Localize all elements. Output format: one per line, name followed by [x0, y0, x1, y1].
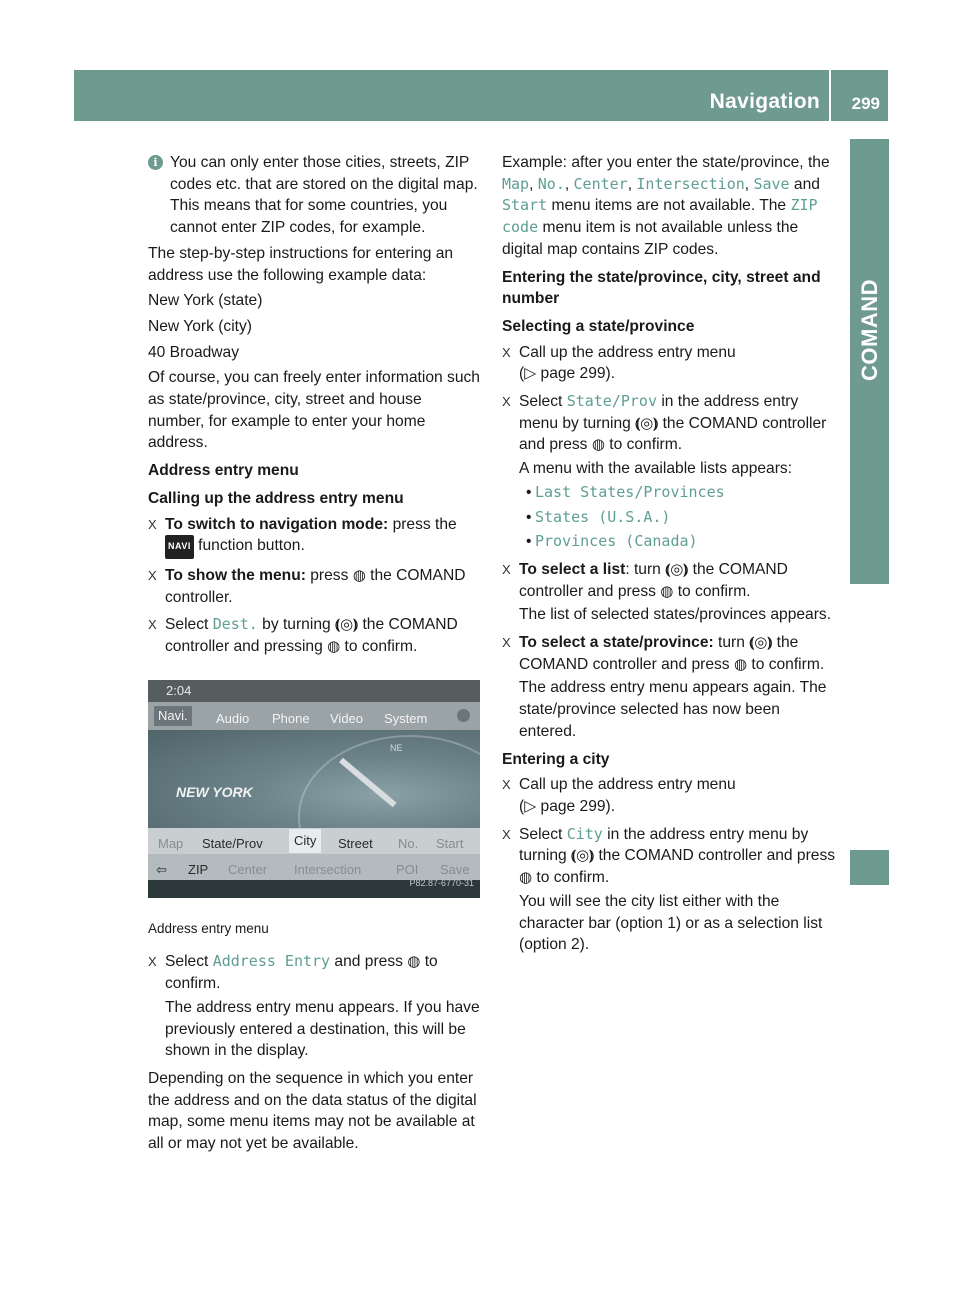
bullet-icon: • — [526, 483, 532, 501]
list-item: • States (U.S.A.) — [519, 507, 836, 529]
step-arrow-icon: X — [148, 567, 157, 583]
page-reference: (▷ page 299). — [519, 797, 616, 815]
heading: Entering the state/province, city, street and number — [502, 268, 821, 308]
figure-caption: Address entry menu — [148, 920, 269, 936]
screen-tab-navi: Navi. — [154, 706, 192, 726]
step: X To select a list: turn ⦅◎⦆ the COMAND controller and press ◍ to confirm. The list of selected states/provinces appears. — [502, 559, 836, 626]
turn-controller-icon: ⦅◎⦆ — [749, 634, 773, 652]
step: X Select City in the address entry menu by turning ⦅◎⦆ the COMAND controller and press ◍ to confirm. You will see the city list either with the character bar (option 1) or as a selection list (option 2). — [502, 824, 836, 956]
address-entry-screenshot — [148, 680, 480, 898]
screen-item-state: State/Prov — [202, 835, 263, 851]
screen-status-bar — [148, 680, 480, 702]
step: X Select State/Prov in the address entry menu by turning ⦅◎⦆ the COMAND controller and press ◍ to confirm. A menu with the available lists appears: • Last States/Provinces • States (U.S.A.) • Provinces (Canada) — [502, 391, 836, 553]
screen-tab-system: System — [384, 710, 428, 726]
list-item: • Last States/Provinces — [519, 482, 836, 504]
step: X To select a state/province: turn ⦅◎⦆ the COMAND controller and press ◍ to confirm. The address entry menu appears again. The state/province selected has now been entered. — [502, 632, 836, 743]
turn-controller-icon: ⦅◎⦆ — [335, 616, 359, 634]
subheading: Entering a city — [502, 750, 610, 768]
press-controller-icon: ◍ — [407, 953, 421, 971]
paragraph: The step-by-step instructions for entering an address use the following example data: — [148, 244, 454, 284]
screen-item-intersection: Intersection — [294, 861, 362, 877]
screen-tab-audio: Audio — [216, 710, 250, 726]
step: X Call up the address entry menu (▷ page 299). — [502, 776, 736, 815]
bullet-icon: • — [526, 508, 532, 526]
bullet-icon: • — [526, 533, 532, 551]
page-reference: (▷ page 299). — [519, 365, 616, 383]
screen-back-icon: ⇦ — [156, 861, 167, 877]
info-note-text: You can only enter those cities, streets, ZIP codes etc. that are stored on the digital map. This means that for some countries, you cannot enter ZIP codes, for example. — [170, 154, 478, 237]
press-controller-icon: ◍ — [660, 582, 674, 600]
step: X Select Address Entry and press ◍ to confirm. The address entry menu appears. If you have previously entered a destination, this will be shown in the display. — [148, 951, 482, 1062]
step: X To show the menu: press ◍ the COMAND controller. — [148, 566, 466, 606]
compass-label: NE — [390, 742, 403, 753]
subheading: Selecting a state/province — [502, 317, 695, 335]
turn-controller-icon: ⦅◎⦆ — [665, 560, 689, 578]
step-arrow-icon: X — [502, 777, 511, 793]
screen-item-start: Start — [436, 835, 464, 851]
right-column — [502, 152, 836, 962]
screen-item-city: City — [289, 829, 321, 853]
example-line: 40 Broadway — [148, 343, 240, 361]
screen-map — [148, 730, 480, 838]
example-line: New York (state) — [148, 292, 263, 310]
screen-menu-dot-icon — [457, 709, 470, 722]
example-line: New York (city) — [148, 317, 252, 335]
screen-item-map: Map — [158, 835, 184, 851]
screen-city: NEW YORK — [176, 783, 253, 800]
step-arrow-icon: X — [148, 617, 157, 633]
screen-tab-phone: Phone — [272, 710, 310, 726]
step-arrow-icon: X — [502, 635, 511, 651]
list-item: • Provinces (Canada) — [519, 531, 836, 553]
screen-item-no: No. — [398, 835, 419, 851]
screen-item-save: Save — [440, 861, 470, 877]
step: X Select Dest. by turning ⦅◎⦆ the COMAND controller and pressing ◍ to confirm. — [148, 615, 458, 656]
paragraph: Of course, you can freely enter information such as state/province, city, street and house number, for example to enter your home address. — [148, 369, 480, 452]
press-controller-icon: ◍ — [733, 655, 748, 673]
image-code: P82.87-6770-31 — [409, 878, 474, 889]
step-arrow-icon: X — [148, 516, 157, 532]
screen-item-street: Street — [338, 835, 373, 851]
screen-menu-row — [148, 828, 480, 854]
step-arrow-icon: X — [148, 954, 157, 970]
screen-item-center: Center — [228, 861, 268, 877]
step-result: The address entry menu appears again. The state/province selected has now been entered. — [519, 679, 827, 740]
step-result: You will see the city list either with the character bar (option 1) or as a selection list (option 2). — [519, 892, 823, 954]
press-controller-icon: ◍ — [352, 566, 366, 584]
step-arrow-icon: X — [502, 561, 511, 577]
navi-key-icon: NAVI — [165, 535, 194, 559]
paragraph: Depending on the sequence in which you enter the address and on the data status of the digital map, some menu items may not be available at all or may not yet be available. — [148, 1069, 477, 1153]
subheading: Calling up the address entry menu — [148, 489, 404, 507]
turn-controller-icon: ⦅◎⦆ — [635, 414, 659, 432]
chapter-marker — [850, 850, 889, 885]
info-icon: i — [148, 155, 163, 170]
screen-time: 2:04 — [166, 682, 192, 698]
screen-main-menu — [148, 702, 480, 730]
heading: Address entry menu — [148, 462, 299, 480]
press-controller-icon: ◍ — [519, 869, 533, 887]
turn-controller-icon: ⦅◎⦆ — [571, 847, 595, 865]
press-controller-icon: ◍ — [591, 436, 605, 454]
screen-tab-video: Video — [330, 710, 364, 726]
step-result: The list of selected states/provinces appears. — [519, 606, 832, 624]
page-number: 299 — [851, 94, 880, 113]
paragraph: Example: after you enter the state/province, the Map, No., Center, Intersection, Save and Start menu items are not available. The ZIP code menu item is not available unless the digital map contains ZIP codes. — [502, 154, 830, 258]
screen-item-poi: POI — [396, 861, 419, 877]
screen-item-zip: ZIP — [188, 861, 209, 877]
left-column — [148, 152, 482, 1159]
step-arrow-icon: X — [502, 826, 511, 842]
step-arrow-icon: X — [502, 344, 511, 360]
step: X Call up the address entry menu (▷ page 299). — [502, 343, 736, 383]
section-title: Navigation — [709, 90, 820, 113]
step-arrow-icon: X — [502, 394, 511, 410]
step-result: A menu with the available lists appears: — [519, 460, 793, 478]
step: X To switch to navigation mode: press the NAVI function button. — [148, 514, 482, 559]
info-note — [148, 152, 482, 239]
page-header — [74, 70, 888, 121]
chapter-tab — [850, 139, 889, 584]
chapter-tab-label: COMAND — [857, 279, 882, 381]
step-result: The address entry menu appears. If you have previously entered a destination, this will be shown in the display. — [165, 998, 480, 1060]
press-controller-icon: ◍ — [327, 638, 341, 656]
header-divider — [829, 70, 831, 121]
